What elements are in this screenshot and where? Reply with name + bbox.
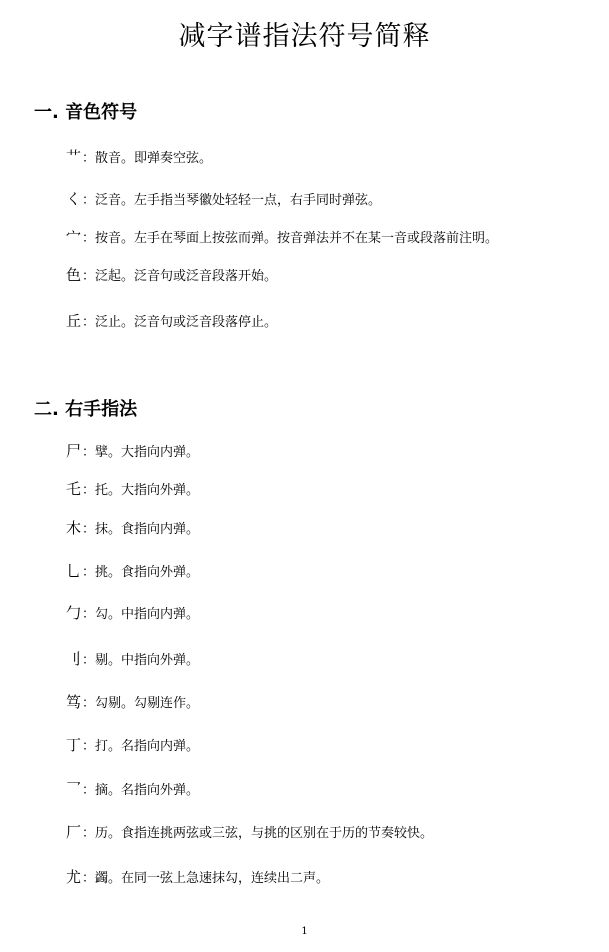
list-item bbox=[66, 188, 381, 209]
colon: ： bbox=[82, 739, 96, 754]
entry-text: 擘。大指向内弹。 bbox=[95, 445, 200, 460]
notation-symbol: 木 bbox=[66, 519, 82, 537]
list-item bbox=[66, 691, 199, 712]
list-item bbox=[66, 602, 199, 623]
list-item bbox=[66, 264, 277, 285]
list-item bbox=[66, 866, 329, 887]
colon: ： bbox=[82, 607, 96, 622]
notation-symbol: 乚 bbox=[66, 562, 82, 580]
colon: ： bbox=[82, 783, 96, 798]
entry-text: 摘。名指向外弹。 bbox=[95, 783, 200, 798]
entry-text: 打。名指向内弹。 bbox=[95, 739, 200, 754]
colon: ： bbox=[82, 483, 96, 498]
entry-text: 泛止。泛音句或泛音段落停止。 bbox=[95, 315, 278, 330]
colon: ： bbox=[82, 696, 96, 711]
page-title: 减字谱指法符号简释 bbox=[178, 21, 431, 52]
entry-text: 剔。中指向外弹。 bbox=[95, 653, 200, 668]
list-item bbox=[66, 560, 199, 581]
colon: ： bbox=[82, 871, 96, 886]
entry-text: 泛音。左手指当琴徽处轻轻一点，右手同时弹弦。 bbox=[95, 193, 382, 208]
notation-symbol: 乇 bbox=[66, 480, 82, 498]
colon: ： bbox=[82, 522, 96, 537]
colon: ： bbox=[82, 445, 96, 460]
colon: ： bbox=[82, 193, 96, 208]
entry-text: 托。大指向外弹。 bbox=[95, 483, 200, 498]
colon: ： bbox=[82, 151, 96, 166]
notation-symbol: 尤 bbox=[66, 868, 82, 886]
list-item bbox=[66, 648, 199, 669]
entry-text: 抹。食指向内弹。 bbox=[95, 522, 200, 537]
page-number: 1 bbox=[301, 926, 308, 937]
notation-symbol: 艹 bbox=[66, 148, 82, 166]
entry-text: 挑。食指向外弹。 bbox=[95, 565, 200, 580]
section-heading-timbre: 一. 音色符号 bbox=[34, 102, 138, 123]
entry-text: 按音。左手在琴面上按弦而弹。按音弹法并不在某一音或段落前注明。 bbox=[95, 231, 499, 246]
list-item bbox=[66, 821, 433, 842]
list-item bbox=[66, 310, 277, 331]
list-item bbox=[66, 226, 498, 247]
entry-text: 蠲。在同一弦上急速抹勾，连续出二声。 bbox=[95, 871, 330, 886]
colon: ： bbox=[82, 315, 96, 330]
entry-text: 勾。中指向内弹。 bbox=[95, 607, 200, 622]
colon: ： bbox=[82, 565, 96, 580]
notation-symbol: 丁 bbox=[66, 736, 82, 754]
list-item bbox=[66, 734, 199, 755]
notation-symbol: 色 bbox=[66, 266, 82, 284]
notation-symbol: 刂 bbox=[66, 650, 82, 668]
notation-symbol: 笃 bbox=[66, 693, 82, 711]
colon: ： bbox=[82, 653, 96, 668]
notation-symbol: 宀 bbox=[66, 228, 82, 246]
notation-symbol: 丘 bbox=[66, 312, 82, 330]
section-heading-right-hand: 二. 右手指法 bbox=[34, 399, 138, 420]
list-item bbox=[66, 146, 212, 167]
colon: ： bbox=[82, 231, 96, 246]
notation-symbol: 厂 bbox=[66, 823, 82, 841]
entry-text: 历。食指连挑两弦或三弦，与挑的区别在于历的节奏较快。 bbox=[95, 826, 434, 841]
colon: ： bbox=[82, 269, 96, 284]
notation-symbol: く bbox=[66, 190, 82, 208]
list-item bbox=[66, 517, 199, 538]
entry-text: 勾剔。勾剔连作。 bbox=[95, 696, 200, 711]
notation-symbol: 勹 bbox=[66, 604, 82, 622]
list-item bbox=[66, 778, 199, 799]
list-item bbox=[66, 440, 199, 461]
notation-symbol: 乛 bbox=[66, 780, 82, 798]
entry-text: 散音。即弹奏空弦。 bbox=[95, 151, 213, 166]
notation-symbol: 尸 bbox=[66, 442, 82, 460]
list-item bbox=[66, 478, 199, 499]
colon: ： bbox=[82, 826, 96, 841]
entry-text: 泛起。泛音句或泛音段落开始。 bbox=[95, 269, 278, 284]
